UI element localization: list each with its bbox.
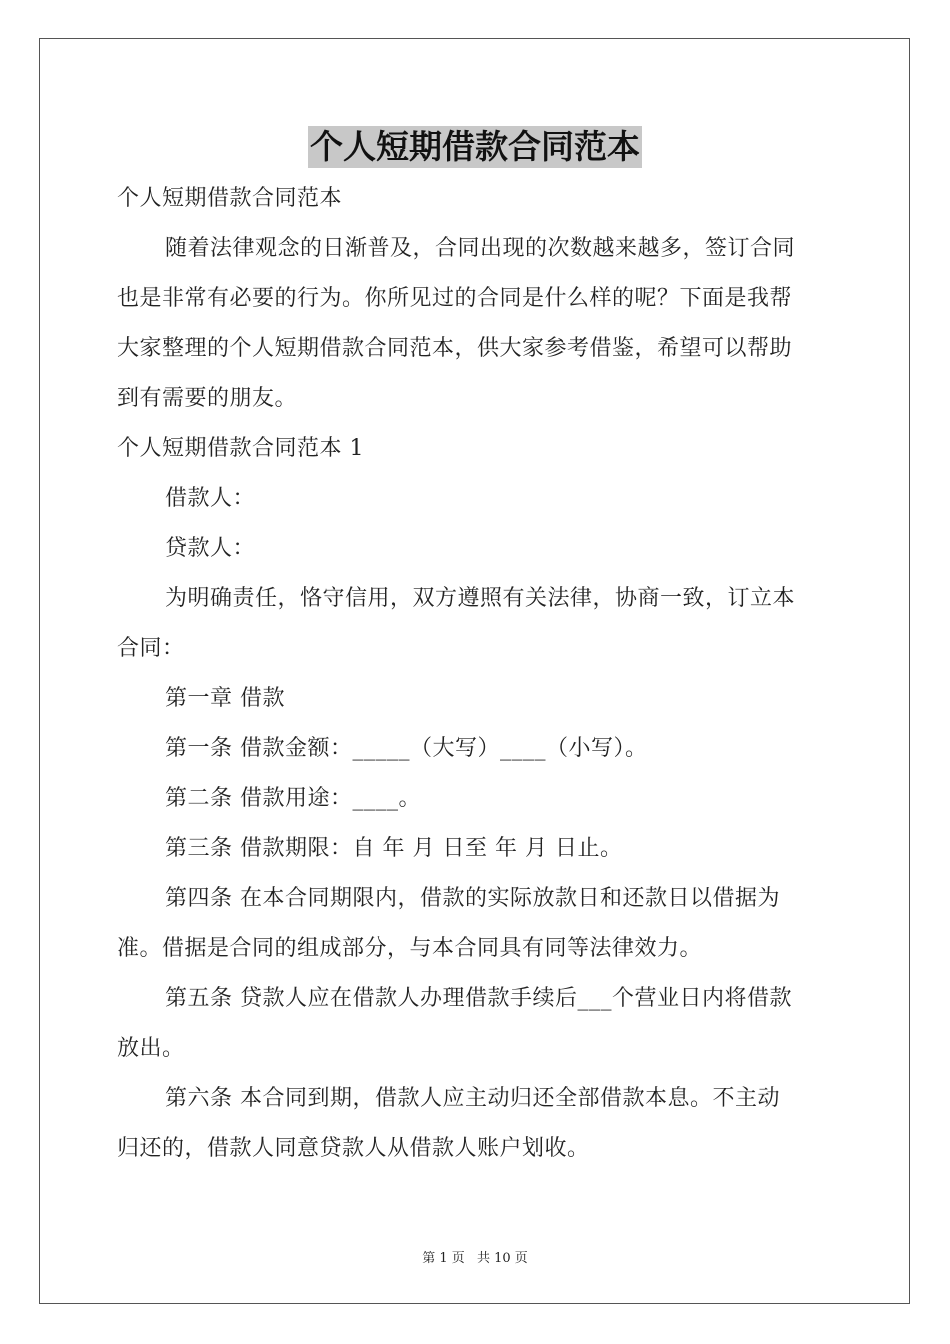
article-line: 第二条 借款用途：____。 [165, 786, 421, 811]
article-line: 放出。 [117, 1036, 185, 1061]
article-line: 准。借据是合同的组成部分，与本合同具有同等法律效力。 [117, 936, 703, 961]
article-line: 第六条 本合同到期，借款人应主动归还全部借款本息。不主动 [165, 1086, 780, 1111]
chapter-heading: 第一章 借款 [165, 686, 285, 711]
article-line: 第五条 贷款人应在借款人办理借款手续后___个营业日内将借款 [165, 986, 792, 1011]
paragraph-line: 随着法律观念的日渐普及，合同出现的次数越来越多，签订合同 [165, 236, 796, 261]
paragraph-line: 也是非常有必要的行为。你所见过的合同是什么样的呢？下面是我帮 [117, 286, 793, 311]
article-line: 第一条 借款金额：_____（大写）____（小写）。 [165, 736, 648, 761]
article-line: 第四条 在本合同期限内，借款的实际放款日和还款日以借据为 [165, 886, 780, 911]
article-line: 第三条 借款期限：自 年 月 日至 年 月 日止。 [165, 836, 623, 861]
title-wrap [0, 126, 950, 168]
paragraph-line: 为明确责任，恪守信用，双方遵照有关法律，协商一致，订立本 [165, 586, 796, 611]
paragraph-line: 到有需要的朋友。 [117, 386, 298, 411]
document-body [117, 178, 833, 1178]
article-line: 归还的，借款人同意贷款人从借款人账户划收。 [117, 1136, 590, 1161]
paragraph-line: 合同： [117, 636, 185, 661]
page-footer [0, 1247, 950, 1266]
paragraph-line: 大家整理的个人短期借款合同范本，供大家参考借鉴，希望可以帮助 [117, 336, 793, 361]
lender-line: 贷款人： [165, 536, 256, 561]
subtitle-line: 个人短期借款合同范本 [117, 186, 343, 211]
document-title: 个人短期借款合同范本 [310, 127, 640, 166]
borrower-line: 借款人： [165, 486, 256, 511]
section-heading: 个人短期借款合同范本 1 [117, 436, 364, 461]
page-number: 第 1 页 [422, 1251, 465, 1266]
page-total: 共 10 页 [476, 1251, 528, 1266]
